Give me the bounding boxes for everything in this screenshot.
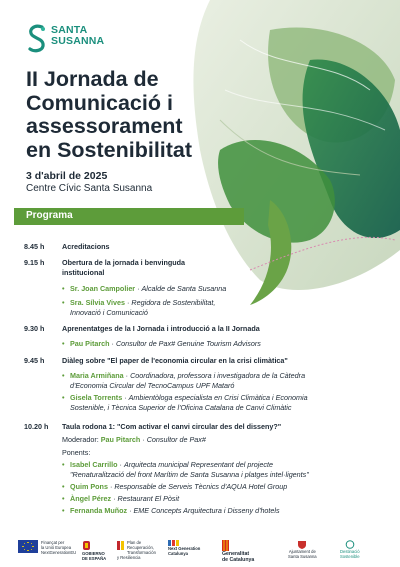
bullet: • [62,460,65,469]
speaker-name: Quim Pons [70,482,108,491]
speaker: • Àngel Pérez · Restaurant El Pòsit [62,494,180,503]
speaker-role: Innovació i Comunicació [70,307,148,317]
speaker-role: Sostenible, i Tècnica Superior de l'Oficina Catalana de Canvi Climàtic [70,402,292,412]
logo-text: Next Generation [168,546,201,551]
moderator-name: Pau Pitarch [100,435,141,444]
speaker-name: Sr. Joan Campolier [70,284,136,293]
logo-text: Finançat per [41,540,65,545]
logo-text: Sostenible [340,554,360,559]
speaker-role: Regidora de Sostenibilitat, [131,298,216,307]
title-line: assessorament [26,114,183,138]
schedule-title: Aprenentatges de la I Jornada i introducció a la II Jornada [62,324,260,333]
next-generation-catalunya-logo [168,540,200,560]
moderator: Moderador: Pau Pitarch · Consultor de Pax# [62,435,206,444]
recovery-plan-logo [117,540,159,560]
logo-text: Transformación [127,550,156,555]
eu-flag-icon [18,540,38,553]
speaker-role: Consultor de Pax# Genuine Tourism Advisors [115,339,261,348]
speaker-role: Ambientòloga especialista en Crisi Climàtica i Economia [128,393,308,402]
logo-text: de Catalunya [222,557,255,563]
speaker-role: d'Economia Circular del TecnoCampus UPF Mataró [70,380,235,390]
bullet: • [62,393,65,402]
logo-text: Plan de Recuperación, [127,540,155,550]
schedule-title: Obertura de la jornada i benvinguda [62,258,186,267]
eu-funding-logo [41,540,76,560]
speaker: • Fernanda Muñoz · EME Concepts Arquitectura i Disseny d'hotels [62,506,280,515]
sustainable-destination-icon [344,540,356,549]
schedule-time: 9.15 h [24,258,45,267]
moderator-role: Consultor de Pax# [146,435,206,444]
generalitat-icon [222,540,229,551]
speaker-name: Maria Armiñana [70,371,124,380]
logo-text: Catalunya [168,551,189,556]
speaker: • Pau Pitarch · Consultor de Pax# Genuine Tourism Advisors [62,339,261,348]
logo-text: Generalitat [222,551,250,557]
bullet: • [62,284,65,293]
schedule-title: Taula rodona 1: "Com activar el canvi circular des del disseny?" [62,422,282,431]
logo-line-1: SANTA [51,24,88,36]
program-heading-bar [14,208,244,225]
generalitat-logo [222,540,255,563]
moderator-label: Moderador: [62,435,99,444]
speaker-role: Alcalde de Santa Susanna [141,284,227,293]
speaker: • Quim Pons · Responsable de Serveis Tècnics d'AQUA Hotel Group [62,482,288,491]
speaker: • Sra. Sílvia Vives · Regidora de Sostenibilitat, Innovació i Comunicació [62,298,216,317]
santa-susanna-s-icon [26,24,48,54]
santa-susanna-logo [26,20,136,64]
logo-text: Santa Susanna [288,554,317,559]
logo-text: GOBIERNO [82,551,105,556]
title-line: en Sostenibilitat [26,137,193,162]
event-date: 3 d'abril de 2025 [26,170,108,182]
logo-text: DE ESPAÑA [82,556,107,561]
speaker-name: Àngel Pérez [70,494,112,503]
speaker-name: Sra. Sílvia Vives [70,298,126,307]
speaker: • Sr. Joan Campolier · Alcalde de Santa Susanna [62,284,227,293]
ajuntament-logo [288,540,317,560]
logo-text: Ajuntament de [288,549,316,554]
logo-text: NextGenerationEU [41,550,77,555]
title-line: Comunicació i [26,90,173,115]
speaker-role: Coordinadora, professora i investigadora de la Càtedra [130,371,306,380]
bullet: • [62,506,65,515]
page-title [26,68,286,162]
speaker-role: "Renaturalització del front Marítim de Santa Susanna i platges intel·ligents" [70,469,309,479]
title-line: II Jornada de [26,67,159,91]
municipal-crest-icon [297,540,307,549]
logo-line-2: SUSANNA [51,35,105,47]
speaker-role: Arquitecta municipal Representant del projecte [123,460,273,469]
speakers-label: Ponents: [62,448,91,457]
spain-government-logo [82,540,106,560]
bullet: • [62,494,65,503]
schedule-title: Acreditacions [62,242,110,251]
coat-of-arms-icon [82,540,91,551]
speaker-name: Pau Pitarch [70,339,110,348]
speaker-role: Responsable de Serveis Tècnics d'AQUA Hotel Group [114,482,288,491]
sponsor-logos [0,530,400,567]
speaker-role: Restaurant El Pòsit [117,494,180,503]
speaker-name: Fernanda Muñoz [70,506,128,515]
logo-text: la Unió Europea [41,545,72,550]
logo-text: Destinació [340,549,360,554]
sustainable-destination-logo [340,540,360,560]
schedule-time: 9.45 h [24,356,45,365]
logo-text: y Resiliencia [117,555,141,560]
bullet: • [62,339,65,348]
schedule-title: institucional [62,268,105,277]
speaker-role: EME Concepts Arquitectura i Disseny d'hotels [133,506,280,515]
schedule-time: 9.30 h [24,324,45,333]
speaker: • Gisela Torrents · Ambientòloga especialista en Crisi Climàtica i Economia Sostenible, i Tècnica Superior de l'Oficina Catalana de Canvi Climàtic [62,393,308,412]
event-venue: Centre Cívic Santa Susanna [26,183,153,194]
schedule-title: Diàleg sobre "El paper de l'economia circular en la crisi climàtica" [62,356,288,365]
speaker-name: Gisela Torrents [70,393,123,402]
logo-text [51,25,104,47]
speaker: • Maria Armiñana · Coordinadora, professora i investigadora de la Càtedra d'Economia Circular del TecnoCampus UPF Mataró [62,371,306,390]
bullet: • [62,482,65,491]
speaker-name: Isabel Carrillo [70,460,118,469]
speaker: • Isabel Carrillo · Arquitecta municipal Representant del projecte "Renaturalització del front Marítim de Santa Susanna i platges intel·ligents" [62,460,309,479]
schedule-time: 10.20 h [24,422,49,431]
recovery-plan-icon [117,540,125,551]
bullet: • [62,298,65,307]
schedule-time: 8.45 h [24,242,45,251]
bullet: • [62,371,65,380]
program-heading: Programa [26,210,73,221]
